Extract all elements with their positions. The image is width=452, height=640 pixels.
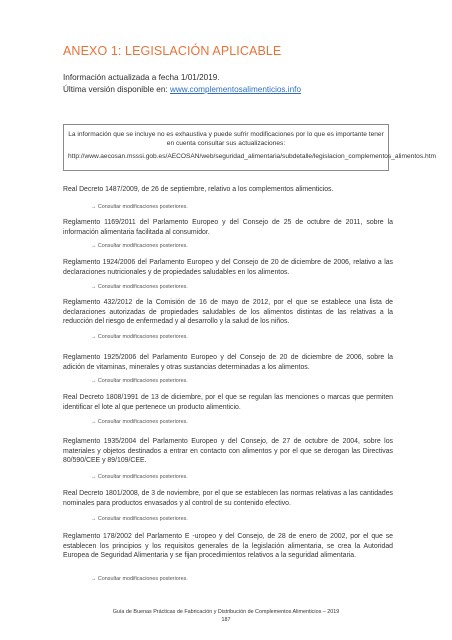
law-item: Reglamento 1924/2006 del Parlamento Europeo y del Consejo de 20 de diciembre de 2006, relativo a las declaraciones nutricionales y de propiedades saludables en los alimentos. — [63, 259, 393, 276]
latest-version-line — [63, 84, 301, 96]
page-footer — [0, 608, 452, 624]
website-link[interactable]: www.complementosalimenticios.info — [169, 85, 302, 94]
law-item: Real Decreto 1808/1991 de 13 de diciembre, por el que se regulan las menciones o marcas que permiten identificar el lote al que pertenece un producto alimenticio. — [63, 394, 393, 411]
update-date: Información actualizada a fecha 1/01/2019. — [63, 73, 220, 82]
footer-text: Guía de Buenas Prácticas de Fabricación y Distribución de Complementos Alimenticios – 2019 — [112, 609, 340, 615]
consult-link[interactable]: → Consultar modificaciones posteriores. — [91, 378, 188, 384]
law-item: Reglamento 432/2012 de la Comisión de 16 de mayo de 2012, por el que se establece una lista de declaraciones autorizadas de propiedades saludables de los alimentos distintas de las relativas a la reducción del riesgo de enfermedad y al desarrollo y la salud de los niños. — [63, 299, 393, 326]
notice-url[interactable]: http://www.aecosan.msssi.gob.es/AECOSAN/web/seguridad_alimentaria/subdetalle/legislacion_complementos_alimentos.htm — [68, 153, 436, 160]
consult-link[interactable]: → Consultar modificaciones posteriores. — [91, 474, 188, 480]
law-item: Reglamento 1169/2011 del Parlamento Europeo y del Consejo de 25 de octubre de 2011, sobre la información alimentaria facilitada al consumidor. — [63, 219, 393, 236]
law-item: Reglamento 1925/2006 del Parlamento Europeo y del Consejo de 20 de diciembre de 2006, sobre la adición de vitaminas, minerales y otras sustancias determinadas a los alimentos. — [63, 354, 393, 371]
latest-version-label: Última versión disponible en: — [63, 85, 170, 94]
notice-text: La información que se incluye no es exhaustiva y puede sufrir modificaciones por lo que es importante tener en cuenta consultar sus actualizaciones: — [68, 131, 384, 147]
consult-link[interactable]: → Consultar modificaciones posteriores. — [91, 243, 188, 249]
consult-link[interactable]: → Consultar modificaciones posteriores. — [91, 576, 188, 582]
notice-box — [63, 124, 436, 171]
law-item: Real Decreto 1801/2008, de 3 de noviembre, por el que se establecen las normas relativas a las cantidades nominales para productos envasados y al control de su contenido efectivo. — [63, 490, 393, 507]
consult-link[interactable]: → Consultar modificaciones posteriores. — [91, 204, 188, 210]
consult-link[interactable]: → Consultar modificaciones posteriores. — [91, 284, 188, 290]
consult-link[interactable]: → Consultar modificaciones posteriores. — [91, 516, 188, 522]
law-item: Reglamento 178/2002 del Parlamento E -uropeo y del Consejo, de 28 de enero de 2002, por el que se establecen los principios y los requisitos generales de la legislación alimentaria, se crea la Autoridad Europea de Seguridad Alimentaria y se fijan procedimientos relativos a la seguridad alimentaria. — [63, 533, 393, 560]
consult-link[interactable]: → Consultar modificaciones posteriores. — [91, 419, 188, 425]
consult-link[interactable]: → Consultar modificaciones posteriores. — [91, 334, 188, 340]
law-item: Reglamento 1935/2004 del Parlamento Europeo y del Consejo, de 27 de octubre de 2004, sobre los materiales y objetos destinados a entrar en contacto con alimentos y por el que se derogan las Directivas 80/590/CEE y 89/109/CEE. — [63, 438, 393, 465]
law-item: Real Decreto 1487/2009, de 26 de septiembre, relativo a los complementos alimenticios. — [63, 186, 334, 193]
update-info — [63, 72, 301, 96]
page-number: 187 — [221, 617, 231, 623]
page-title: ANEXO 1: LEGISLACIÓN APLICABLE — [63, 44, 282, 58]
